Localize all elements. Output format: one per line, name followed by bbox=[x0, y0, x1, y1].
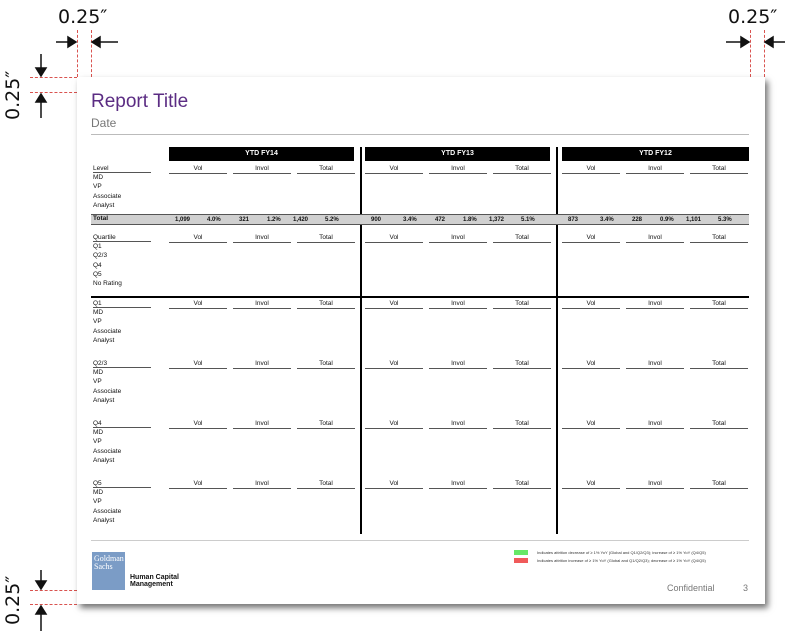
column-header: Invol bbox=[626, 300, 684, 309]
column-header: Total bbox=[690, 360, 748, 369]
row-label: Associate bbox=[93, 387, 122, 395]
row-label: MD bbox=[93, 369, 104, 377]
row-label: VP bbox=[93, 183, 102, 191]
column-header: Total bbox=[493, 300, 551, 309]
panel-header-fy12: YTD FY12 bbox=[562, 147, 749, 161]
column-header: Invol bbox=[429, 360, 487, 369]
total-cell: 0.9% bbox=[660, 217, 674, 223]
column-header: Vol bbox=[169, 300, 227, 309]
total-cell: 1,420 bbox=[293, 217, 309, 223]
column-header: Vol bbox=[365, 234, 423, 243]
margin-label-top-right: 0.25″ bbox=[728, 6, 778, 28]
total-cell: 1.8% bbox=[463, 217, 477, 223]
row-label: Q4 bbox=[93, 261, 102, 269]
title-divider bbox=[91, 134, 749, 135]
column-header: Invol bbox=[626, 480, 684, 489]
row-label: Analyst bbox=[93, 516, 115, 524]
column-header: Vol bbox=[169, 165, 227, 174]
row-label: Q2/3 bbox=[93, 252, 108, 260]
section-title: Q1 bbox=[93, 300, 151, 308]
column-header: Total bbox=[297, 480, 355, 489]
report-page bbox=[77, 77, 765, 604]
column-header: Total bbox=[690, 420, 748, 429]
column-header: Invol bbox=[429, 480, 487, 489]
column-header: Invol bbox=[626, 420, 684, 429]
column-header: Invol bbox=[429, 165, 487, 174]
row-label: Associate bbox=[93, 192, 122, 200]
column-header: Invol bbox=[233, 165, 291, 174]
row-label: VP bbox=[93, 318, 102, 326]
column-header: Invol bbox=[233, 300, 291, 309]
column-header: Vol bbox=[562, 234, 620, 243]
total-cell: 1,101 bbox=[686, 217, 702, 223]
column-header: Total bbox=[493, 234, 551, 243]
column-header: Invol bbox=[233, 480, 291, 489]
row-label: MD bbox=[93, 489, 104, 497]
column-header: Vol bbox=[562, 300, 620, 309]
column-header: Vol bbox=[562, 480, 620, 489]
division-name: Human Capital Management bbox=[130, 574, 180, 588]
total-cell: 321 bbox=[239, 217, 250, 223]
panel-divider bbox=[556, 147, 558, 534]
column-header: Total bbox=[493, 165, 551, 174]
row-label: VP bbox=[93, 498, 102, 506]
column-header: Vol bbox=[169, 420, 227, 429]
total-cell: 900 bbox=[371, 217, 382, 223]
report-date: Date bbox=[91, 116, 117, 130]
column-header: Vol bbox=[365, 165, 423, 174]
total-cell: 873 bbox=[568, 217, 579, 223]
column-header: Invol bbox=[626, 165, 684, 174]
legend-swatch-green bbox=[514, 550, 528, 555]
row-label: Analyst bbox=[93, 336, 115, 344]
row-label: MD bbox=[93, 429, 104, 437]
panel-header-fy13: YTD FY13 bbox=[365, 147, 550, 161]
row-label: MD bbox=[93, 309, 104, 317]
row-label: Associate bbox=[93, 327, 122, 335]
section-title: Q5 bbox=[93, 480, 151, 488]
total-cell: 228 bbox=[632, 217, 643, 223]
section-title: Level bbox=[93, 165, 151, 173]
column-header: Vol bbox=[562, 360, 620, 369]
column-header: Invol bbox=[429, 420, 487, 429]
confidential-label: Confidential bbox=[667, 583, 715, 593]
column-header: Invol bbox=[429, 300, 487, 309]
column-header: Total bbox=[297, 420, 355, 429]
footer-divider bbox=[91, 540, 749, 541]
section-divider bbox=[91, 296, 749, 298]
page-number: 3 bbox=[743, 583, 749, 593]
total-cell: 5.3% bbox=[718, 217, 732, 223]
legend-text-increase: Indicates attrition increase of ≥ 1% YoY (Global and Q1/Q2/Q3); decrease of ≥ 1% YoY (Q4/Q5) bbox=[537, 558, 706, 563]
column-header: Invol bbox=[233, 234, 291, 243]
column-header: Invol bbox=[626, 360, 684, 369]
column-header: Invol bbox=[233, 360, 291, 369]
section-title: Q2/3 bbox=[93, 360, 151, 368]
column-header: Total bbox=[297, 360, 355, 369]
legend-text-decrease: Indicates attrition decrease of ≥ 1% YoY (Global and Q1/Q2/Q3); increase of ≥ 1% YoY (Q4/Q5) bbox=[537, 550, 706, 555]
legend-swatch-red bbox=[514, 558, 528, 563]
panel-divider bbox=[360, 147, 362, 534]
column-header: Total bbox=[690, 165, 748, 174]
section-title: Quartile bbox=[93, 234, 151, 242]
panel-header-fy14: YTD FY14 bbox=[169, 147, 354, 161]
column-header: Invol bbox=[233, 420, 291, 429]
column-header: Vol bbox=[169, 480, 227, 489]
column-header: Vol bbox=[365, 360, 423, 369]
row-label: Q1 bbox=[93, 243, 102, 251]
total-cell: 3.4% bbox=[403, 217, 417, 223]
report-title: Report Title bbox=[91, 91, 189, 112]
total-cell: 1,099 bbox=[175, 217, 191, 223]
column-header: Invol bbox=[429, 234, 487, 243]
row-label: Analyst bbox=[93, 201, 115, 209]
column-header: Vol bbox=[365, 480, 423, 489]
column-header: Total bbox=[493, 360, 551, 369]
total-cell: 3.4% bbox=[600, 217, 614, 223]
column-header: Total bbox=[297, 234, 355, 243]
column-header: Total bbox=[690, 480, 748, 489]
total-cell: 1.2% bbox=[267, 217, 281, 223]
row-label: Q5 bbox=[93, 270, 102, 278]
column-header: Vol bbox=[562, 165, 620, 174]
row-label: VP bbox=[93, 438, 102, 446]
column-header: Total bbox=[493, 420, 551, 429]
margin-label-top-left: 0.25″ bbox=[58, 6, 108, 28]
column-header: Total bbox=[297, 165, 355, 174]
total-row-label: Total bbox=[93, 215, 109, 222]
column-header: Total bbox=[690, 300, 748, 309]
goldman-sachs-logo: Goldman Sachs bbox=[92, 552, 125, 590]
column-header: Vol bbox=[365, 420, 423, 429]
row-label: No Rating bbox=[93, 280, 122, 287]
section-title: Q4 bbox=[93, 420, 151, 428]
column-header: Vol bbox=[365, 300, 423, 309]
column-header: Total bbox=[493, 480, 551, 489]
margin-label-left-top: 0.25″ bbox=[2, 70, 24, 120]
total-cell: 4.0% bbox=[207, 217, 221, 223]
row-label: VP bbox=[93, 378, 102, 386]
column-header: Vol bbox=[562, 420, 620, 429]
column-header: Vol bbox=[169, 360, 227, 369]
row-label: Analyst bbox=[93, 456, 115, 464]
total-cell: 5.2% bbox=[325, 217, 339, 223]
total-cell: 1,372 bbox=[489, 217, 505, 223]
row-label: Associate bbox=[93, 447, 122, 455]
column-header: Total bbox=[297, 300, 355, 309]
margin-label-left-bottom: 0.25″ bbox=[2, 575, 24, 625]
column-header: Invol bbox=[626, 234, 684, 243]
total-cell: 5.1% bbox=[521, 217, 535, 223]
total-cell: 472 bbox=[435, 217, 446, 223]
row-label: Analyst bbox=[93, 396, 115, 404]
column-header: Total bbox=[690, 234, 748, 243]
column-header: Vol bbox=[169, 234, 227, 243]
row-label: Associate bbox=[93, 507, 122, 515]
row-label: MD bbox=[93, 174, 104, 182]
